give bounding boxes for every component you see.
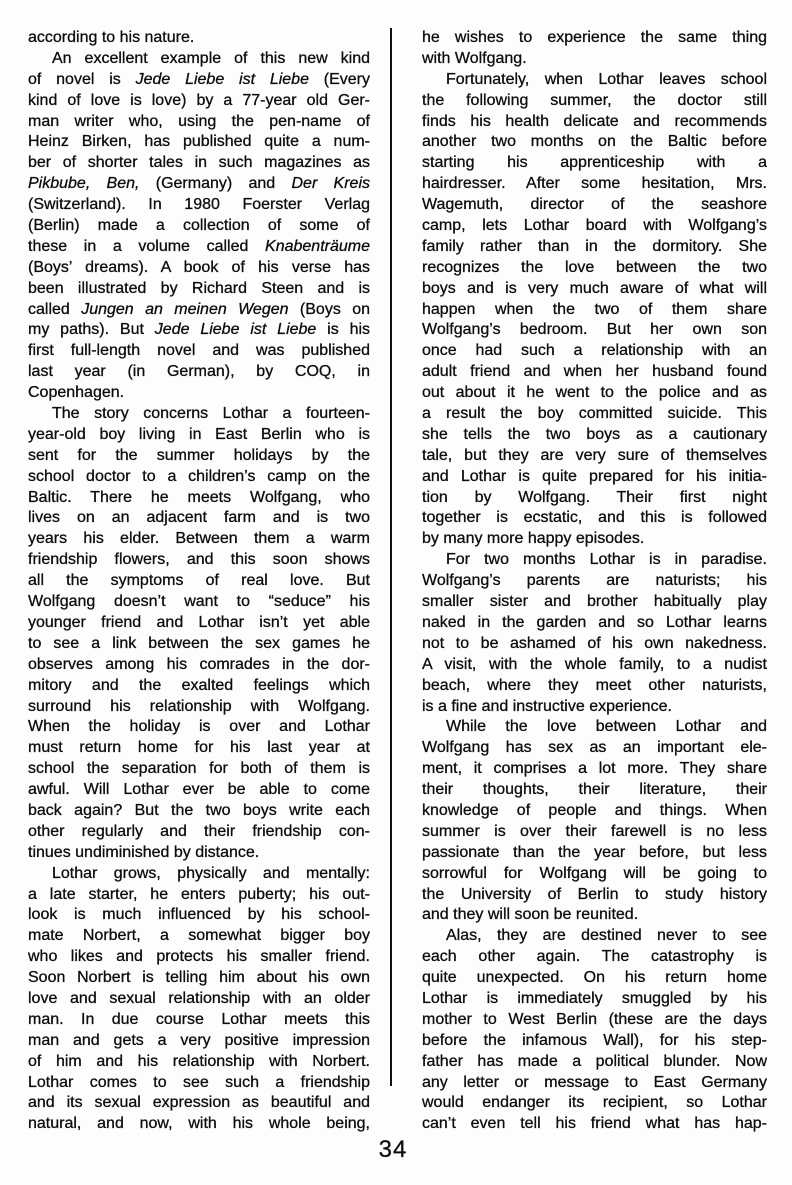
text-line: observes among his comrades in the dor- [28, 655, 370, 673]
text-line: and Lothar is quite prepared for his initia- [422, 467, 767, 485]
text-line: all the symptoms of real love. But [28, 572, 370, 590]
text-line: (Berlin) made a collection of some of [28, 217, 370, 235]
text-line: Fortunately, when Lothar leaves school [446, 70, 767, 88]
text-line: been illustrated by Richard Steen and is [28, 279, 370, 297]
text-line: and they will soon be reunited. [422, 906, 639, 924]
text-line: he wishes to experience the same thing [422, 29, 767, 46]
text-line: happen when the two of them share [422, 300, 767, 318]
text-line: The story concerns Lothar a fourteen- [52, 405, 370, 423]
text-line: starting his apprenticeship with a [422, 154, 767, 172]
text-line: back again? But the two boys write each [28, 801, 370, 819]
text-line: natural, and now, with his whole being, [28, 1115, 370, 1133]
text-line: man. In due course Lothar meets this [28, 1010, 370, 1028]
text-line: Wolfgang doesn’t want to “seduce” his [28, 593, 370, 611]
text-line: An excellent example of this new kind [52, 49, 370, 67]
text-line: man writer who, using the pen-name of [28, 112, 370, 130]
text-line: according to his nature. [28, 29, 195, 46]
text-line: school the separation for both of them is [28, 760, 370, 778]
text-line: another two months on the Baltic before [422, 133, 767, 151]
text-line: tinues undiminished by distance. [28, 843, 260, 861]
text-line: a result the boy committed suicide. This [422, 405, 767, 423]
text-line: Lothar comes to see such a friendship [28, 1073, 370, 1091]
text-line: sent for the summer holidays by the [28, 446, 370, 464]
text-line: summer is over their farewell is no less [422, 822, 767, 840]
text-line: my paths). But Jede Liebe ist Liebe is his [28, 321, 370, 339]
text-line: (Boys’ dreams). A book of his verse has [28, 258, 370, 276]
text-line: who likes and protects his smaller friend. [28, 948, 370, 966]
text-line: When the holiday is over and Lothar [28, 718, 370, 736]
text-line: lives on an adjacent farm and is two [28, 509, 370, 527]
text-line: younger friend and Lothar isn’t yet able [28, 613, 370, 631]
text-line: adult friend and when her husband found [422, 363, 767, 381]
text-line: is a fine and instructive experience. [422, 697, 672, 715]
text-line: their thoughts, their literature, their [422, 781, 767, 799]
text-line: these in a volume called Knabenträume [28, 237, 370, 255]
text-line: Wagemuth, director of the seashore [422, 196, 767, 214]
text-line: Pikbube, Ben, (Germany) and Der Kreis [28, 175, 370, 193]
text-line: mitory and the exalted feelings which [28, 676, 370, 694]
text-line: love and sexual relationship with an older [28, 989, 370, 1007]
text-line: Soon Norbert is telling him about his own [28, 969, 370, 987]
text-line: Wolfgang has sex as an important ele- [422, 739, 767, 757]
text-line: and its sexual expression as beautiful and [28, 1094, 370, 1112]
text-line: years his elder. Between them a warm [28, 530, 370, 548]
text-line: surround his relationship with Wolfgang. [28, 697, 370, 715]
text-column-left [28, 28, 370, 1135]
text-column-right [422, 28, 767, 1135]
page-number: 34 [378, 1136, 408, 1163]
text-line: friendship flowers, and this soon shows [28, 551, 370, 569]
text-line: camp, lets Lothar board with Wolfgang’s [422, 217, 767, 235]
text-line: passionate than the year before, but less [422, 843, 767, 861]
text-line: first full-length novel and was published [28, 342, 370, 360]
text-line: beach, where they meet other naturists, [422, 676, 767, 694]
text-line: (Switzerland). In 1980 Foerster Verlag [28, 196, 370, 214]
text-line: must return home for his last year at [28, 739, 370, 757]
text-line: before the infamous Wall), for his step- [422, 1031, 767, 1049]
text-line: can’t even tell his friend what has hap- [422, 1115, 767, 1133]
text-line: awful. Will Lothar ever be able to come [28, 781, 370, 799]
text-line: ment, it comprises a lot more. They share [422, 760, 767, 778]
column-divider-rule [390, 28, 392, 1086]
text-line: look is much influenced by his school- [28, 906, 370, 924]
text-line: the University of Berlin to study history [422, 885, 767, 903]
text-line: to see a link between the sex games he [28, 634, 370, 652]
text-line: each other again. The catastrophy is [422, 948, 767, 966]
text-line: she tells the two boys as a cautionary [422, 425, 767, 443]
text-line: of novel is Jede Liebe ist Liebe (Every [28, 70, 370, 88]
text-line: other regularly and their friendship con- [28, 822, 370, 840]
text-line: Copenhagen. [28, 384, 125, 402]
text-line: tion by Wolfgang. Their first night [422, 488, 767, 506]
text-line: finds his health delicate and recommends [422, 112, 767, 130]
text-line: family rather than in the dormitory. She [422, 237, 767, 255]
text-line: Wolfgang’s parents are naturists; his [422, 572, 767, 590]
text-line: with Wolfgang. [422, 49, 527, 67]
text-line: Wolfgang’s bedroom. But her own son [422, 321, 767, 339]
text-line: last year (in German), by COQ, in [28, 363, 370, 381]
text-line: not to be ashamed of his own nakedness. [422, 634, 767, 652]
text-line: quite unexpected. On his return home [422, 969, 767, 987]
text-line: Alas, they are destined never to see [446, 927, 767, 945]
text-line: A visit, with the whole family, to a nudist [422, 655, 767, 673]
text-line: year-old boy living in East Berlin who is [28, 425, 370, 443]
text-line: together is ecstatic, and this is followed [422, 509, 767, 527]
text-line: mate Norbert, a somewhat bigger boy [28, 927, 370, 945]
text-line: kind of love is love) by a 77-year old Ger- [28, 91, 370, 109]
text-line: school doctor to a children’s camp on the [28, 467, 370, 485]
text-line: father has made a political blunder. Now [422, 1052, 767, 1070]
text-line: smaller sister and brother habitually play [422, 593, 767, 611]
text-line: While the love between Lothar and [446, 718, 767, 736]
text-line: tale, but they are very sure of themselves [422, 446, 767, 464]
text-line: Heinz Birken, has published quite a num- [28, 133, 370, 151]
text-line: the following summer, the doctor still [422, 91, 767, 109]
text-line: recognizes the love between the two [422, 258, 767, 276]
text-line: would endanger its recipient, so Lothar [422, 1094, 767, 1112]
text-line: any letter or message to East Germany [422, 1073, 767, 1091]
text-line: out about it he went to the police and as [422, 384, 767, 402]
text-line: knowledge of people and things. When [422, 801, 767, 819]
text-line: once had such a relationship with an [422, 342, 767, 360]
text-line: man and gets a very positive impression [28, 1031, 370, 1049]
text-line: sorrowful for Wolfgang will be going to [422, 864, 767, 882]
text-line: Lothar is immediately smuggled by his [422, 989, 767, 1007]
text-line: Baltic. There he meets Wolfgang, who [28, 488, 370, 506]
text-line: Lothar grows, physically and mentally: [52, 864, 370, 882]
text-line: of him and his relationship with Norbert. [28, 1052, 370, 1070]
text-line: For two months Lothar is in paradise. [446, 551, 767, 569]
text-line: naked in the garden and so Lothar learns [422, 613, 767, 631]
text-line: mother to West Berlin (these are the days [422, 1010, 767, 1028]
text-line: ber of shorter tales in such magazines as [28, 154, 370, 172]
text-line: by many more happy episodes. [422, 530, 645, 548]
text-line: hairdresser. After some hesitation, Mrs. [422, 175, 767, 193]
text-line: a late starter, he enters puberty; his out- [28, 885, 370, 903]
text-line: called Jungen an meinen Wegen (Boys on [28, 300, 370, 318]
text-line: boys and is very much aware of what will [422, 279, 767, 297]
